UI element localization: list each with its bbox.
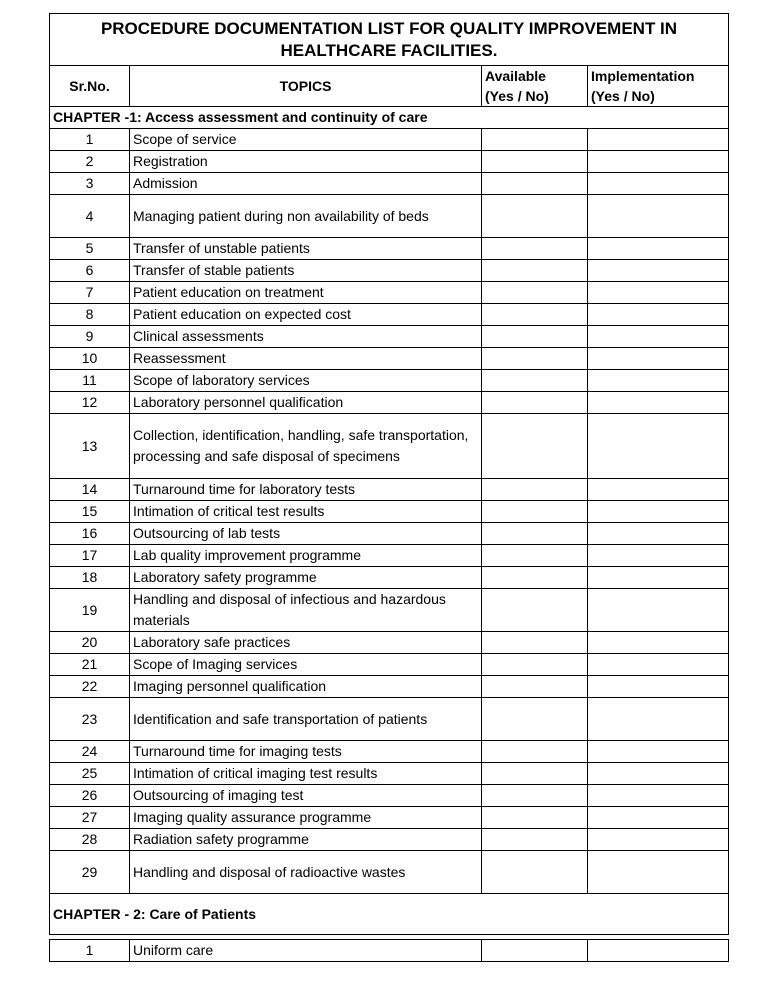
row-number: 11 [50, 370, 130, 392]
table-row [50, 940, 729, 962]
table-row [50, 545, 729, 567]
available-cell[interactable] [482, 741, 588, 763]
row-topic: Lab quality improvement programme [130, 545, 482, 567]
available-cell[interactable] [482, 632, 588, 654]
row-number: 25 [50, 763, 130, 785]
row-topic: Managing patient during non availability of beds [130, 195, 482, 238]
available-cell[interactable] [482, 654, 588, 676]
table-row [50, 676, 729, 698]
table-row [50, 348, 729, 370]
available-cell[interactable] [482, 851, 588, 894]
available-cell[interactable] [482, 392, 588, 414]
table-row [50, 414, 729, 479]
header-row [50, 66, 729, 107]
row-topic: Handling and disposal of radioactive wastes [130, 851, 482, 894]
row-topic: Patient education on treatment [130, 282, 482, 304]
implementation-cell[interactable] [588, 195, 729, 238]
implementation-cell[interactable] [588, 479, 729, 501]
available-cell[interactable] [482, 326, 588, 348]
table-row [50, 501, 729, 523]
table-row [50, 829, 729, 851]
header-available-label: Available [485, 68, 546, 84]
row-number: 13 [50, 414, 130, 479]
implementation-cell[interactable] [588, 698, 729, 741]
table-row [50, 479, 729, 501]
row-topic: Intimation of critical test results [130, 501, 482, 523]
chapter-2-row [50, 894, 729, 935]
header-available-options: (Yes / No) [485, 88, 549, 104]
row-topic: Imaging quality assurance programme [130, 807, 482, 829]
available-cell[interactable] [482, 479, 588, 501]
procedure-checklist-sheet [49, 13, 728, 962]
row-topic: Identification and safe transportation of patients [130, 698, 482, 741]
row-number: 22 [50, 676, 130, 698]
table-row [50, 698, 729, 741]
row-number: 2 [50, 151, 130, 173]
table-row [50, 851, 729, 894]
header-sr-no: Sr.No. [50, 66, 130, 107]
table-row [50, 807, 729, 829]
row-number: 7 [50, 282, 130, 304]
table-row [50, 567, 729, 589]
implementation-cell[interactable] [588, 260, 729, 282]
row-topic: Radiation safety programme [130, 829, 482, 851]
table-row [50, 195, 729, 238]
page-title: PROCEDURE DOCUMENTATION LIST FOR QUALITY IMPROVEMENT IN HEALTHCARE FACILITIES. [50, 14, 729, 66]
row-topic: Transfer of stable patients [130, 260, 482, 282]
row-number: 28 [50, 829, 130, 851]
table-row [50, 282, 729, 304]
implementation-cell[interactable] [588, 129, 729, 151]
implementation-cell[interactable] [588, 654, 729, 676]
table-row [50, 763, 729, 785]
row-topic: Scope of laboratory services [130, 370, 482, 392]
table-row [50, 741, 729, 763]
implementation-cell[interactable] [588, 414, 729, 479]
row-number: 1 [50, 940, 130, 962]
header-available [482, 66, 588, 107]
row-number: 29 [50, 851, 130, 894]
table-row [50, 370, 729, 392]
chapter-2-title: CHAPTER - 2: Care of Patients [50, 894, 729, 935]
row-number: 1 [50, 129, 130, 151]
row-topic: Uniform care [130, 940, 482, 962]
implementation-cell[interactable] [588, 304, 729, 326]
implementation-cell[interactable] [588, 173, 729, 195]
table-row [50, 304, 729, 326]
chapter-1-row [50, 107, 729, 129]
chapter-1-title: CHAPTER -1: Access assessment and continuity of care [50, 107, 729, 129]
row-topic: Turnaround time for laboratory tests [130, 479, 482, 501]
implementation-cell[interactable] [588, 523, 729, 545]
implementation-cell[interactable] [588, 238, 729, 260]
row-number: 3 [50, 173, 130, 195]
table-row [50, 654, 729, 676]
row-number: 24 [50, 741, 130, 763]
implementation-cell[interactable] [588, 392, 729, 414]
implementation-cell[interactable] [588, 501, 729, 523]
available-cell[interactable] [482, 151, 588, 173]
implementation-cell[interactable] [588, 589, 729, 632]
implementation-cell[interactable] [588, 851, 729, 894]
table-row [50, 238, 729, 260]
row-number: 27 [50, 807, 130, 829]
available-cell[interactable] [482, 589, 588, 632]
table-row [50, 523, 729, 545]
table-row [50, 173, 729, 195]
implementation-cell[interactable] [588, 632, 729, 654]
implementation-cell[interactable] [588, 785, 729, 807]
row-number: 8 [50, 304, 130, 326]
implementation-cell[interactable] [588, 282, 729, 304]
implementation-cell[interactable] [588, 807, 729, 829]
row-number: 14 [50, 479, 130, 501]
row-topic: Laboratory personnel qualification [130, 392, 482, 414]
row-number: 17 [50, 545, 130, 567]
row-topic: Scope of service [130, 129, 482, 151]
row-topic: Admission [130, 173, 482, 195]
row-number: 4 [50, 195, 130, 238]
title-row [50, 14, 729, 66]
implementation-cell[interactable] [588, 763, 729, 785]
row-number: 15 [50, 501, 130, 523]
available-cell[interactable] [482, 260, 588, 282]
table-row [50, 260, 729, 282]
available-cell[interactable] [482, 545, 588, 567]
checklist-table [49, 13, 729, 962]
row-number: 23 [50, 698, 130, 741]
available-cell[interactable] [482, 414, 588, 479]
implementation-cell[interactable] [588, 348, 729, 370]
row-topic: Patient education on expected cost [130, 304, 482, 326]
implementation-cell[interactable] [588, 829, 729, 851]
implementation-cell[interactable] [588, 940, 729, 962]
available-cell[interactable] [482, 501, 588, 523]
available-cell[interactable] [482, 567, 588, 589]
row-number: 19 [50, 589, 130, 632]
header-implementation [588, 66, 729, 107]
table-row [50, 326, 729, 348]
available-cell[interactable] [482, 238, 588, 260]
row-topic: Scope of Imaging services [130, 654, 482, 676]
header-implementation-label: Implementation [591, 68, 695, 84]
row-topic: Laboratory safety programme [130, 567, 482, 589]
row-number: 16 [50, 523, 130, 545]
available-cell[interactable] [482, 785, 588, 807]
implementation-cell[interactable] [588, 545, 729, 567]
row-number: 12 [50, 392, 130, 414]
row-number: 10 [50, 348, 130, 370]
available-cell[interactable] [482, 940, 588, 962]
available-cell[interactable] [482, 676, 588, 698]
header-topics: TOPICS [130, 66, 482, 107]
row-topic: Outsourcing of lab tests [130, 523, 482, 545]
available-cell[interactable] [482, 282, 588, 304]
row-topic: Collection, identification, handling, safe transportation, processing and safe disposal of specimens [130, 414, 482, 479]
available-cell[interactable] [482, 370, 588, 392]
available-cell[interactable] [482, 698, 588, 741]
row-number: 21 [50, 654, 130, 676]
row-topic: Reassessment [130, 348, 482, 370]
row-topic: Handling and disposal of infectious and hazardous materials [130, 589, 482, 632]
row-topic: Transfer of unstable patients [130, 238, 482, 260]
implementation-cell[interactable] [588, 151, 729, 173]
implementation-cell[interactable] [588, 676, 729, 698]
table-row [50, 589, 729, 632]
available-cell[interactable] [482, 523, 588, 545]
row-topic: Clinical assessments [130, 326, 482, 348]
row-number: 26 [50, 785, 130, 807]
row-topic: Imaging personnel qualification [130, 676, 482, 698]
implementation-cell[interactable] [588, 370, 729, 392]
header-implementation-options: (Yes / No) [591, 88, 655, 104]
row-topic: Laboratory safe practices [130, 632, 482, 654]
available-cell[interactable] [482, 304, 588, 326]
implementation-cell[interactable] [588, 326, 729, 348]
implementation-cell[interactable] [588, 567, 729, 589]
available-cell[interactable] [482, 195, 588, 238]
available-cell[interactable] [482, 829, 588, 851]
row-topic: Registration [130, 151, 482, 173]
available-cell[interactable] [482, 348, 588, 370]
row-number: 5 [50, 238, 130, 260]
available-cell[interactable] [482, 763, 588, 785]
table-row [50, 632, 729, 654]
row-number: 9 [50, 326, 130, 348]
row-number: 20 [50, 632, 130, 654]
table-row [50, 392, 729, 414]
table-row [50, 785, 729, 807]
available-cell[interactable] [482, 173, 588, 195]
table-row [50, 129, 729, 151]
row-number: 18 [50, 567, 130, 589]
row-topic: Intimation of critical imaging test results [130, 763, 482, 785]
row-topic: Turnaround time for imaging tests [130, 741, 482, 763]
available-cell[interactable] [482, 129, 588, 151]
implementation-cell[interactable] [588, 741, 729, 763]
row-topic: Outsourcing of imaging test [130, 785, 482, 807]
available-cell[interactable] [482, 807, 588, 829]
table-row [50, 151, 729, 173]
row-number: 6 [50, 260, 130, 282]
